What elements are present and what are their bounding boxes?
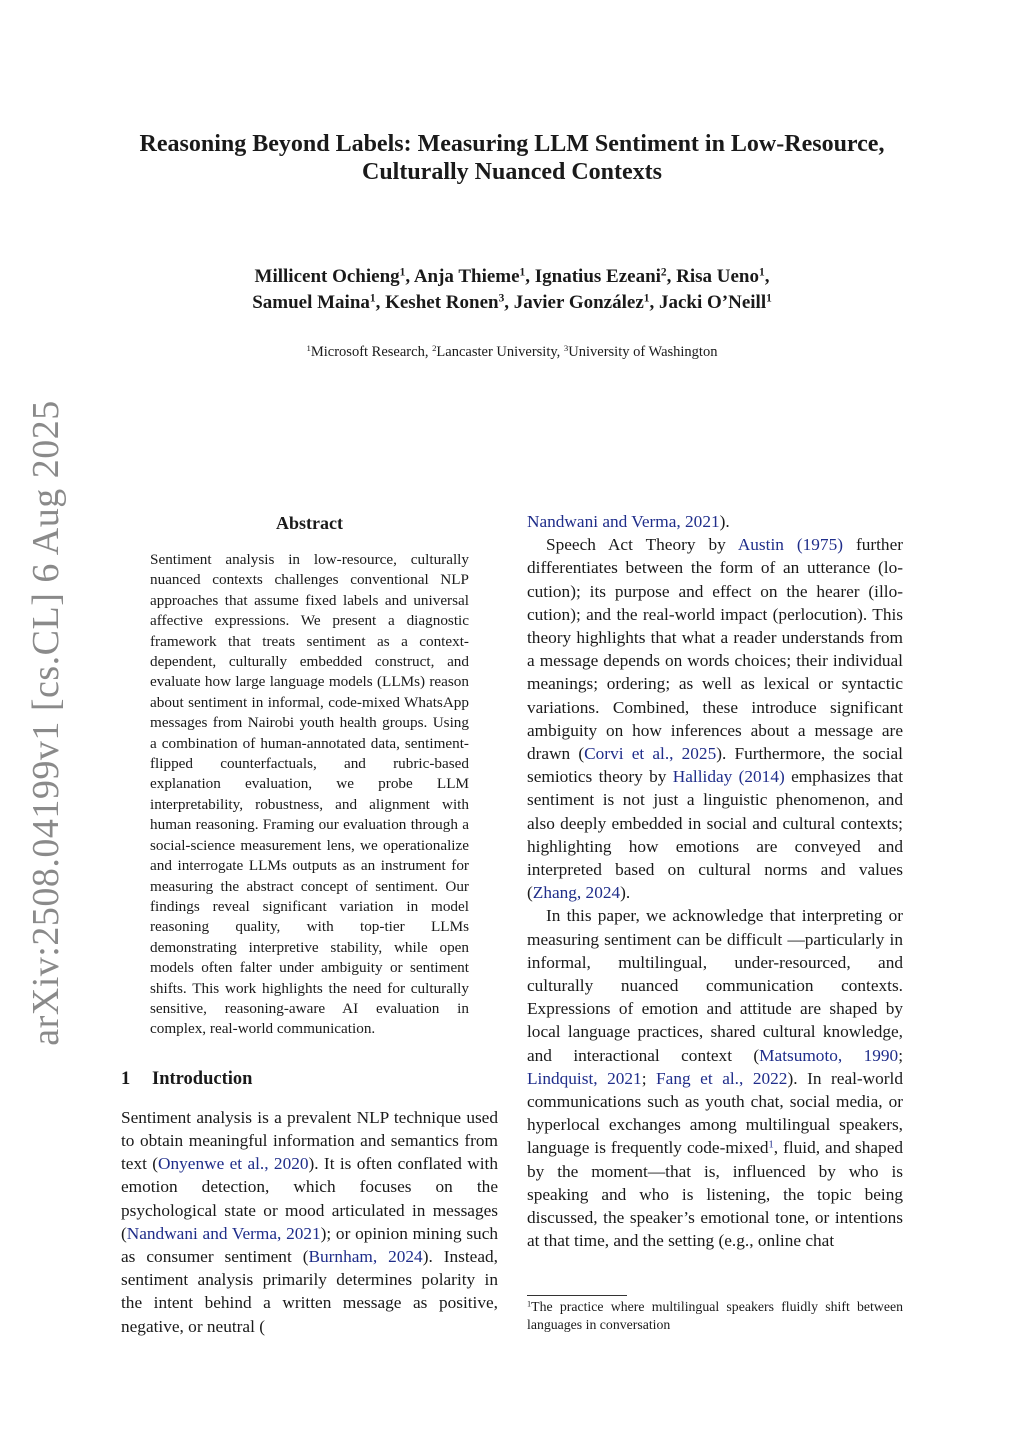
citation-link[interactable]: Halliday (2014): [672, 767, 785, 787]
author-name: Jacki O’Neill: [658, 292, 767, 313]
left-column: [121, 510, 498, 1338]
author-name: Samuel Maina: [252, 292, 370, 313]
affiliation-mark: 3: [563, 343, 569, 354]
author-line-1: Millicent Ochieng$^1$, Anja Thieme$^1$, Ignatius Ezeani$^2$, Risa Ueno$^1$,: [254, 266, 770, 287]
author-name: Keshet Ronen: [385, 292, 499, 313]
footnote-text: The practice where multilingual speakers fluidly shift between languages in conversation: [527, 1299, 903, 1332]
citation-link[interactable]: Nandwani and Verma, 2021: [126, 1223, 321, 1243]
author-affiliation-mark: 1: [519, 266, 526, 279]
affiliations: $^1$Microsoft Research, $^2$Lancaster University, $^3$University of Washington: [306, 343, 718, 360]
paragraph-text: emphasizes that sentiment is not just a linguistic phenomenon, and also deeply embedded in social and cultural contexts; highlighting how emotions are conveyed and interpreted based on cultural norms and values (: [527, 767, 903, 903]
paper-title: [100, 130, 924, 186]
citation-link[interactable]: Matsumoto, 1990: [759, 1045, 899, 1065]
intro-paragraph-1: [121, 1106, 498, 1338]
author-name: Millicent Ochieng: [254, 266, 400, 287]
footnote-marker[interactable]: 1: [768, 1139, 774, 1151]
paragraph-text: ). In real-world communications such as youth chat, social media, or hyperlocal exchanges among multilingual speakers, language is frequently code-mixed: [527, 1068, 903, 1158]
author-affiliation-mark: 3: [498, 292, 505, 305]
author-affiliation-mark: 1: [766, 292, 772, 305]
intro-paragraph-1-continued: [527, 510, 903, 533]
footnote-number: 1: [527, 1299, 532, 1309]
affiliation-name: Lancaster University: [436, 344, 557, 360]
author-affiliation-mark: 1: [643, 292, 650, 305]
paragraph-text: ).: [719, 512, 730, 531]
paragraph-text: further differentiates between the form of an utterance (locution); its purpose and effect on the hearer (illocution); and the real-world impact (perlocution). This theory highlights that what a reader understands from a message depends on words choices; their individual meanings; ordering; as well as lexical or syntactic variations. Combined, these introduce significant ambiguity on how inferences about a message are drawn (: [527, 535, 903, 764]
abstract-text: Sentiment analysis in low-resource, culturally nuanced contexts challenges conventional NLP approaches that assume fixed labels and universal affective expressions. We present a diagnostic framework that treats sentiment as a context-dependent, culturally embedded construct, and evaluate how large language models (LLMs) reason about sentiment in informal, code-mixed WhatsApp messages from Nairobi youth health groups. Using a combination of human-annotated data, sentiment-flipped counterfactuals, and rubric-based explanation evaluation, we probe LLM interpretability, robustness, and alignment with human reasoning. Framing our evaluation through a social-science measurement lens, we operationalize and interrogate LLMs outputs as an instrument for measuring the abstract concept of sentiment. Our findings reveal significant variation in model reasoning quality, with top-tier LLMs demonstrating interpretive stability, while open models often falter under ambiguity or sentiment shifts. This work highlights the need for culturally sensitive, reasoning-aware AI evaluation in complex, real-world communication.: [150, 551, 469, 1038]
author-list: [100, 264, 924, 316]
paragraph-text: Sentiment analysis is a prevalent NLP technique used to obtain meaningful information and semantics from text (: [121, 1107, 498, 1174]
paragraph-text: Speech Act Theory by: [546, 535, 738, 555]
author-name: Risa Ueno: [676, 266, 759, 287]
citation-link[interactable]: Fang et al., 2022: [656, 1068, 788, 1088]
paragraph-text: ;: [641, 1068, 657, 1088]
intro-paragraph-2: [527, 533, 903, 904]
affiliation-mark: 2: [432, 343, 437, 354]
citation-link[interactable]: Zhang, 2024: [532, 883, 621, 903]
author-affiliation-mark: 1: [399, 266, 406, 279]
title-line-1: Reasoning Beyond Labels: Measuring LLM Sentiment in Low-Resource,: [139, 131, 885, 157]
section-heading-introduction: [121, 1066, 498, 1092]
paragraph-text: ).: [620, 883, 631, 903]
right-column: [527, 510, 903, 1253]
title-line-2: Culturally Nuanced Contexts: [361, 159, 662, 185]
author-affiliation-mark: 1: [369, 292, 376, 305]
author-affiliation-mark: 2: [660, 266, 667, 279]
section-title: Introduction: [152, 1068, 253, 1089]
paragraph-text: ); or opinion mining such as consumer sentiment (: [121, 1223, 499, 1266]
affiliation-mark: 1: [306, 343, 311, 354]
citation-link[interactable]: Lindquist, 2021: [527, 1068, 642, 1088]
author-name: Javier González: [513, 292, 644, 313]
affiliation-name: Microsoft Research: [310, 344, 425, 360]
paragraph-text: ;: [898, 1045, 903, 1065]
section-number: 1: [121, 1068, 131, 1089]
author-affiliation-mark: 1: [759, 266, 765, 279]
citation-link[interactable]: Nandwani and Verma, 2021: [527, 512, 720, 531]
paragraph-text: In this paper, we acknowledge that interpreting or measuring sentiment can be difficult —particularly in informal, multilingual, under-resourced, and culturally nuanced communication contexts. Expressions of emotion and attitude are shaped by local language practices, shared cultural knowledge, and interactional context (: [527, 906, 903, 1065]
footnote-divider: [527, 1295, 627, 1296]
citation-link[interactable]: Austin (1975): [737, 535, 843, 555]
citation-link[interactable]: Onyenwe et al., 2020: [158, 1154, 309, 1174]
arxiv-identifier: arXiv:2508.04199v1 [cs.CL] 6 Aug 2025: [25, 400, 67, 1046]
author-line-2: Samuel Maina$^1$, Keshet Ronen$^3$, Javier González$^1$, Jacki O’Neill$^1$: [252, 292, 772, 313]
abstract-heading: Abstract: [276, 513, 343, 533]
intro-paragraph-3: [527, 904, 903, 1252]
paragraph-text: ). Instead, sentiment analysis primarily determines polarity in the intent behind a written message as positive, negative, or neutral (: [121, 1246, 498, 1336]
author-name: Ignatius Ezeani: [534, 266, 661, 287]
affiliation-name: University of Washington: [568, 344, 718, 360]
paragraph-text: , fluid, and shaped by the moment—that is, influenced by who is speaking and who is listening, the topic being discussed, the speaker’s emotional tone, or intentions at that time, and the setting (e.g., online chat: [527, 1138, 903, 1251]
footnote: [527, 1298, 903, 1334]
author-name: Anja Thieme: [413, 266, 520, 287]
citation-link[interactable]: Burnham, 2024: [308, 1246, 423, 1266]
paragraph-text: ). It is often conflated with emotion detection, which focuses on the psychological state or mood articulated in messages (: [121, 1154, 498, 1243]
citation-link[interactable]: Corvi et al., 2025: [584, 744, 717, 764]
paragraph-text: ). Furthermore, the social semiotics theory by: [527, 744, 903, 787]
